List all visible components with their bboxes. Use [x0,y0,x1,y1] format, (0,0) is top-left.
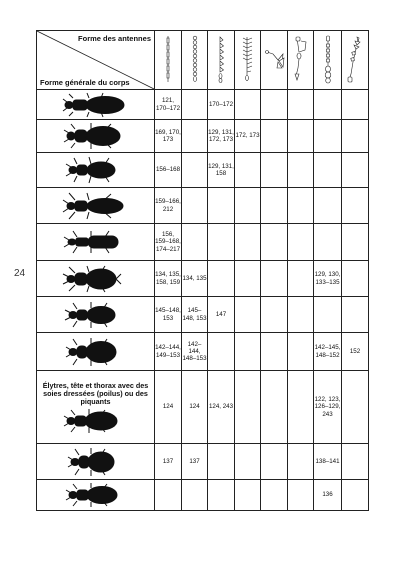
serrate-antenna-icon [208,31,235,90]
table-cell [208,261,235,297]
table-cell [342,224,369,261]
table-cell [182,224,208,261]
table-cell [342,261,369,297]
table-cell [288,120,314,153]
table-cell [208,188,235,224]
table-cell [288,261,314,297]
identification-key-table [36,30,369,511]
table-cell: 137 [182,444,208,480]
body-shape-header-label: Forme générale du corps [40,77,130,87]
filiform-antenna-icon [155,31,182,90]
table-cell [235,297,261,333]
beetle-silhouette [37,261,155,297]
table-cell [288,444,314,480]
table-cell [182,188,208,224]
beetle-silhouette [37,120,155,153]
table-cell [235,480,261,511]
table-cell: 142–144, 148–153 [182,333,208,371]
table-cell: 134, 135, 158, 159 [155,261,182,297]
moniliform-antenna-icon [182,31,208,90]
table-cell [261,153,288,188]
table-cell [261,188,288,224]
table-cell: 134, 135 [182,261,208,297]
table-cell [155,480,182,511]
table-cell: 129, 130, 133–135 [314,261,342,297]
table-cell: 147 [208,297,235,333]
table-cell [182,153,208,188]
table-cell [314,90,342,120]
table-cell [288,188,314,224]
table-row [37,333,369,371]
table-cell [261,480,288,511]
table-cell [342,480,369,511]
table-cell [342,371,369,444]
table-cell [208,333,235,371]
table-cell: 136 [314,480,342,511]
table-cell [314,297,342,333]
table-cell [261,224,288,261]
table-cell [182,120,208,153]
table-cell [288,224,314,261]
table-cell [261,261,288,297]
table-cell [261,120,288,153]
table-cell: 152 [342,333,369,371]
table-cell: 121, 170–172 [155,90,182,120]
table-row [37,153,369,188]
table-cell: 138–141 [314,444,342,480]
table-cell [288,333,314,371]
table-cell [261,90,288,120]
table-row [37,480,369,511]
table-cell [342,297,369,333]
beetle-silhouette [37,90,155,120]
antennae-header-label: Forme des antennes [78,34,151,43]
beetle-silhouette [37,333,155,371]
geniculate-antenna-icon [288,31,314,90]
beetle-silhouette [37,480,155,511]
table-row [37,224,369,261]
table-cell [314,188,342,224]
table-cell: 142–144, 149–153 [155,333,182,371]
clavate-antenna-icon [314,31,342,90]
beetle-silhouette [37,444,155,480]
table-cell [261,333,288,371]
table-cell [288,90,314,120]
table-row [37,444,369,480]
table-row [37,261,369,297]
hairy-beetle-cell [37,371,155,444]
header-corner-cell [37,31,155,90]
table-cell [235,188,261,224]
table-cell [314,120,342,153]
table-cell [208,224,235,261]
table-cell [182,90,208,120]
table-cell [235,261,261,297]
table-cell: 129, 131, 158 [208,153,235,188]
table-row [37,297,369,333]
table-cell: 145–148, 153 [155,297,182,333]
table-cell [342,444,369,480]
table-cell: 170–172 [208,90,235,120]
table-cell [314,224,342,261]
table-cell [208,444,235,480]
pectinate-antenna-icon [235,31,261,90]
table-cell [342,120,369,153]
table-cell [288,371,314,444]
table-cell: 169, 170, 173 [155,120,182,153]
table-cell [208,480,235,511]
lamellate-antenna-icon [261,31,288,90]
beetle-silhouette [37,297,155,333]
table-cell: 122, 123, 126–129, 243 [314,371,342,444]
table-cell: 124, 243 [208,371,235,444]
table-cell [288,480,314,511]
table-cell [342,188,369,224]
table-cell [314,153,342,188]
table-cell: 145–148, 153 [182,297,208,333]
beetle-silhouette [37,224,155,261]
table-cell: 156–168 [155,153,182,188]
table-cell: 159–166, 212 [155,188,182,224]
table-cell [288,153,314,188]
page-number: 24 [14,268,26,279]
table-row [37,120,369,153]
table-cell: 124 [155,371,182,444]
table-cell [342,90,369,120]
table-cell: 156, 159–168, 174–217 [155,224,182,261]
table-cell [235,224,261,261]
table-cell [235,444,261,480]
header-row [37,31,369,90]
table-cell [235,90,261,120]
table-cell: 129, 131, 172, 173 [208,120,235,153]
table-cell [261,371,288,444]
table-row [37,90,369,120]
table-cell [288,297,314,333]
hairy-beetle-caption: Élytres, tête et thorax avec des soies dressées (poilus) ou des piquants [42,380,149,407]
beetle-silhouette [37,188,155,224]
table-cell [182,480,208,511]
beetle-silhouette [37,153,155,188]
table-cell [261,444,288,480]
table-cell: 142–145, 148–152 [314,333,342,371]
table-row [37,188,369,224]
table-row [37,371,369,444]
table-cell [342,153,369,188]
table-cell: 124 [182,371,208,444]
table-cell: 172, 173 [235,120,261,153]
table-cell: 137 [155,444,182,480]
table-cell [261,297,288,333]
table-cell [235,333,261,371]
table-cell [235,371,261,444]
table-cell [235,153,261,188]
capitate-antenna-icon [342,31,369,90]
